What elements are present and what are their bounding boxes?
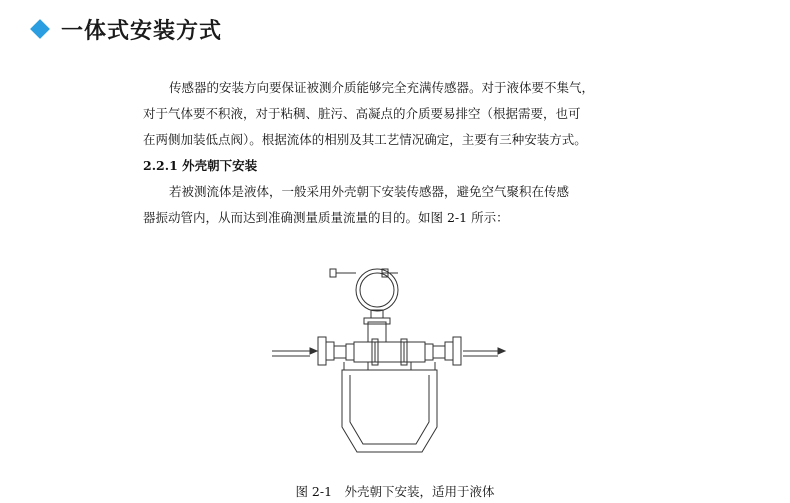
document-body [143,75,653,231]
paragraph-line: 器振动管内，从而达到准确测量质量流量的目的。如图 2-1 所示： [143,210,509,225]
diamond-bullet-icon [30,19,50,39]
paragraph-line: 对于气体要不积液，对于粘稠、脏污、高凝点的介质要易排空（根据需要，也可 [143,106,581,121]
flowmeter-diagram-icon [270,262,510,467]
page-title: 一体式安装方式 [61,18,223,44]
figure-caption: 图 2-1 外壳朝下安装，适用于液体 [295,484,495,499]
paragraph-line: 若被测流体是液体，一般采用外壳朝下安装传感器，避免空气聚积在传感 [169,184,570,199]
paragraph-line: 传感器的安装方向要保证被测介质能够完全充满传感器。对于液体要不集气， [169,80,595,95]
page-header [28,12,222,46]
paragraph-line: 在两侧加装低点阀）。根据流体的相别及其工艺情况确定，主要有三种安装方式。 [143,132,587,147]
section-heading: 2.2.1 外壳朝下安装 [143,158,258,173]
